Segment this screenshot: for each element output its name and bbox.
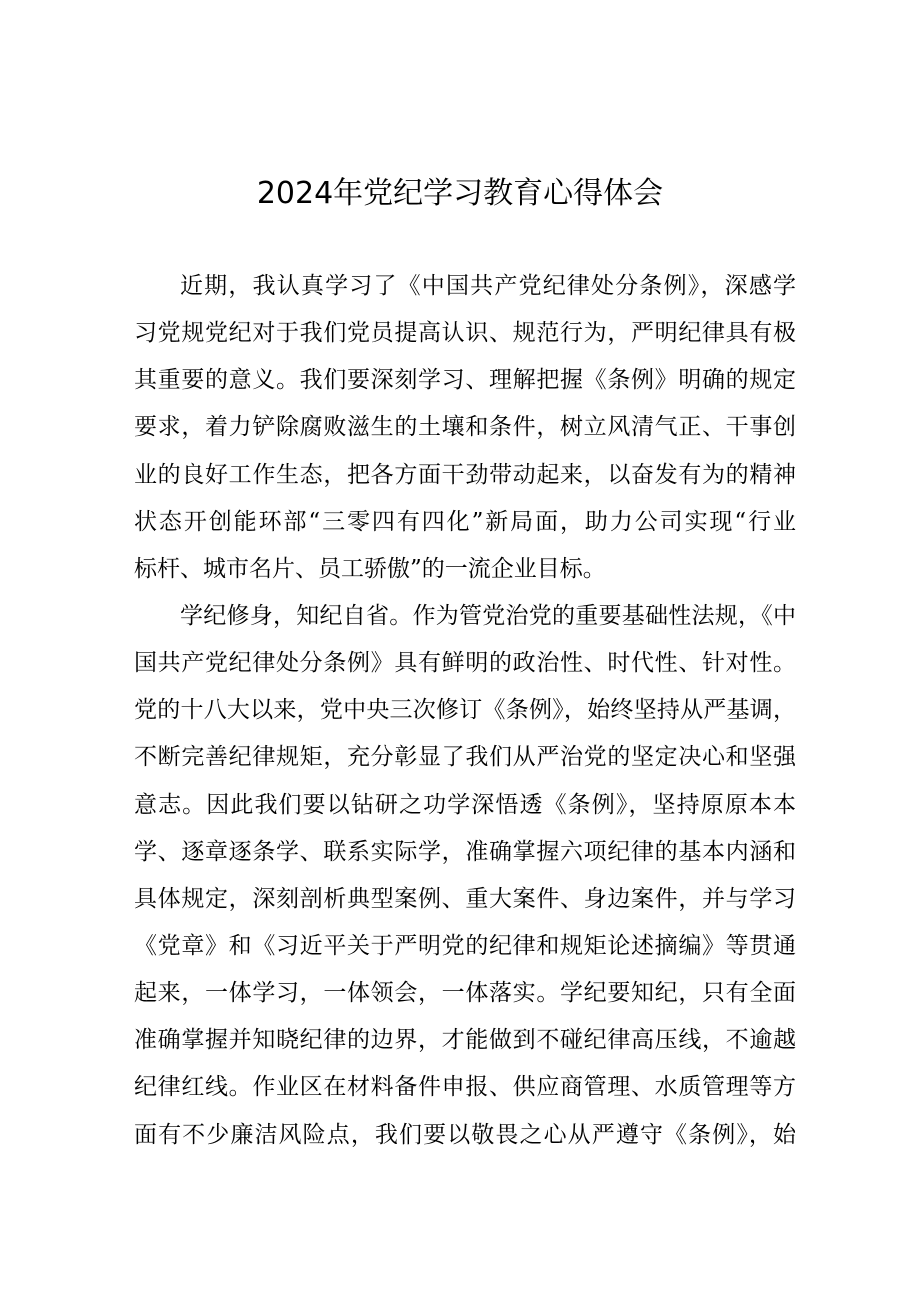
text-line: 状态开创能环部“三零四有四化”新局面，助力公司实现“行业: [134, 508, 796, 535]
text-line: 业的良好工作生态，把各方面干劲带动起来，以奋发有为的精神: [134, 461, 796, 488]
text-line: 纪律红线。作业区在材料备件申报、供应商管理、水质管理等方: [134, 1074, 796, 1101]
text-line: 具体规定，深刻剖析典型案例、重大案件、身边案件，并与学习: [134, 885, 796, 912]
text-line: 学、逐章逐条学、联系实际学，准确掌握六项纪律的基本内涵和: [134, 838, 796, 865]
text-line: 其重要的意义。我们要深刻学习、理解把握《条例》明确的规定: [134, 367, 796, 394]
document-title: 2024年党纪学习教育心得体会: [256, 176, 664, 211]
text-line: 不断完善纪律规矩，充分彰显了我们从严治党的坚定决心和坚强: [134, 744, 796, 771]
text-line: 标杆、城市名片、员工骄傲”的一流企业目标。: [134, 555, 606, 582]
text-line: 国共产党纪律处分条例》具有鲜明的政治性、时代性、针对性。: [134, 650, 796, 677]
text-line: 学纪修身，知纪自省。作为管党治党的重要基础性法规，《中: [180, 602, 796, 629]
text-line: 准确掌握并知晓纪律的边界，才能做到不碰纪律高压线，不逾越: [134, 1027, 796, 1054]
text-line: 《党章》和《习近平关于严明党的纪律和规矩论述摘编》等贯通: [134, 932, 796, 959]
text-line: 党的十八大以来，党中央三次修订《条例》，始终坚持从严基调，: [134, 697, 796, 724]
document-body: [134, 263, 796, 1159]
text-line: 近期，我认真学习了《中国共产党纪律处分条例》，深感学: [180, 273, 796, 299]
text-line: 习党规党纪对于我们党员提高认识、规范行为，严明纪律具有极: [134, 320, 796, 347]
text-line: 面有不少廉洁风险点，我们要以敬畏之心从严遵守《条例》，始: [134, 1121, 796, 1148]
text-line: 意志。因此我们要以钻研之功学深悟透《条例》，坚持原原本本: [134, 791, 796, 818]
text-line: 起来，一体学习，一体领会，一体落实。学纪要知纪，只有全面: [134, 980, 796, 1007]
text-line: 要求，着力铲除腐败滋生的土壤和条件，树立风清气正、干事创: [134, 414, 796, 441]
